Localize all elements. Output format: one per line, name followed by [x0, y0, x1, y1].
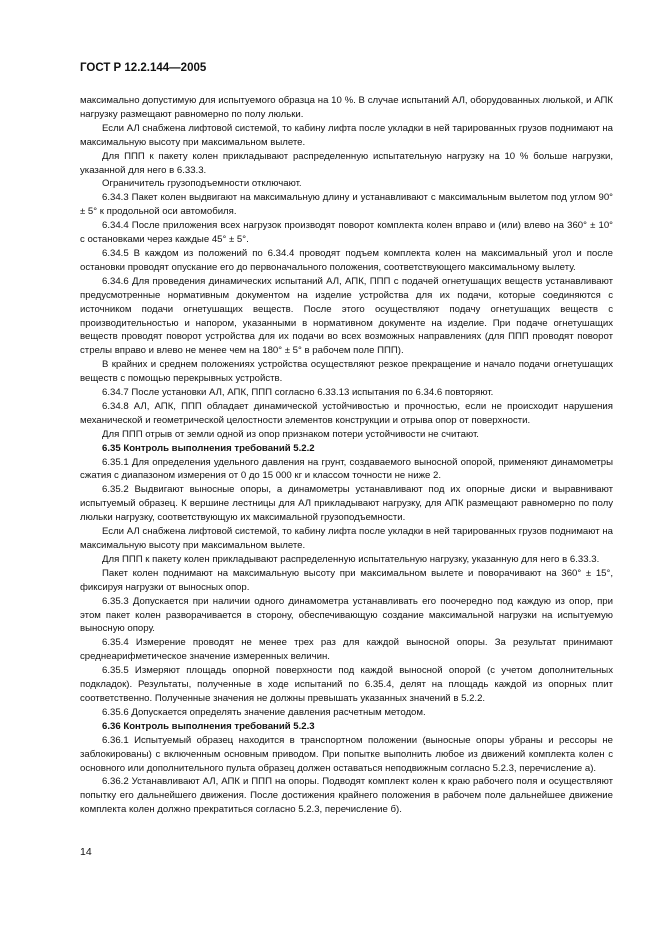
paragraph: 6.34.8 АЛ, АПК, ППП обладает динамической устойчивостью и прочностью, если не происходит нарушения механической и геометрической целостности элементов конструкции и отрыва опор от поверхности.: [80, 400, 613, 426]
paragraph: максимально допустимую для испытуемого образца на 10 %. В случае испытаний АЛ, оборудованных люлькой, и АПК нагрузку размещают равномерно по полу люльки.: [80, 95, 613, 120]
paragraph: 6.35.2 Выдвигают выносные опоры, а динамометры устанавливают под их опорные диски и выравнивают испытуемый образец. К вершине лестницы для АЛ прикладывают нагрузку, для АПК размещают равномерно по полу люльки нагрузку, соответствующую их максимальной грузоподъемности.: [80, 484, 613, 524]
paragraph: Для ППП к пакету колен прикладывают распределенную испытательную нагрузку на 10 % больше нагрузки, указанной для него в 6.33.3.: [80, 150, 613, 176]
paragraph: В крайних и среднем положениях устройства осуществляют резкое прекращение и начало подачи огнетушащих веществ с помощью перекрывных устройств.: [80, 359, 613, 385]
paragraph: 6.34.3 Пакет колен выдвигают на максимальную длину и устанавливают с максимальным вылетом под углом 90° ± 5° к продольной оси автомобиля.: [80, 192, 613, 218]
paragraph: Если АЛ снабжена лифтовой системой, то кабину лифта после укладки в ней тарированных грузов поднимают на максимальную высоту при максимальном вылете.: [80, 122, 613, 148]
document-body: [80, 94, 613, 817]
paragraph: 6.35.4 Измерение проводят не менее трех раз для каждой выносной опоры. За результат принимают среднеарифметическое значение измеренных величин.: [80, 637, 613, 663]
paragraph: 6.35.6 Допускается определять значение давления расчетным методом.: [102, 706, 426, 718]
page-number: 14: [80, 846, 92, 858]
paragraph: 6.35.5 Измеряют площадь опорной поверхности под каждой выносной опорой (с учетом дополнительных подкладок). Результаты, полученные в ходе испытаний по 6.35.4, делят на площадь каждой из опорных плит соответственно. Полученные значения не должны превышать указанных значений в 5.2.2.: [80, 665, 613, 704]
paragraph: 6.35.1 Для определения удельного давления на грунт, создаваемого выносной опорой, применяют динамометры сжатия с диапазоном измерения от 0 до 15 000 кг и классом точности не ниже 2.: [80, 456, 613, 482]
section-heading: 6.36 Контроль выполнения требований 5.2.3: [102, 720, 315, 732]
paragraph: 6.34.5 В каждом из положений по 6.34.4 проводят подъем комплекта колен на максимальный угол и после остановки проводят опускание его до первоначального положения, соответствующего максимальному вылету.: [80, 247, 613, 273]
paragraph: Для ППП отрыв от земли одной из опор признаком потери устойчивости не считают.: [102, 428, 479, 440]
paragraph: Если АЛ снабжена лифтовой системой, то кабину лифта после укладки в ней тарированных грузов поднимают на максимальную высоту при максимальном вылете.: [80, 526, 613, 551]
paragraph: 6.34.4 После приложения всех нагрузок производят поворот комплекта колен вправо и (или) влево на 360° ± 10° с остановками через каждые 45° ± 5°.: [80, 220, 613, 246]
paragraph: 6.36.2 Устанавливают АЛ, АПК и ППП на опоры. Подводят комплект колен к краю рабочего поля и осуществляют попытку его дальнейшего движения. После достижения крайнего положения в рабочем поле дальнейшее движение комплекта колен должно прекратиться согласно 5.2.3, перечисление б).: [80, 776, 613, 816]
paragraph: Ограничитель грузоподъемности отключают.: [102, 178, 302, 190]
paragraph: Для ППП к пакету колен прикладывают распределенную испытательную нагрузку, указанную для него в 6.33.3.: [102, 553, 600, 565]
paragraph: 6.34.7 После установки АЛ, АПК, ППП согласно 6.33.13 испытания по 6.34.6 повторяют.: [102, 387, 494, 399]
paragraph: 6.34.6 Для проведения динамических испытаний АЛ, АПК, ППП с подачей огнетушащих веществ устанавливают предусмотренные нормативным документом на изделие устройства для их подачи, которые соединяются с источником подачи огнетушащих веществ. После этого осуществляют подачу огнетушащих веществ с производительностью и напором, указанными в нормативном документе на изделие. При подаче огнетушащих веществ проводят поворот устройства для их подачи во всех возможных направлениях (для ППП проводят поворот стрелы вправо и влево не менее чем на 180° ± 5° в рабочем поле ППП).: [80, 275, 613, 357]
document-header: ГОСТ Р 12.2.144—2005: [80, 62, 207, 74]
paragraph: 6.36.1 Испытуемый образец находится в транспортном положении (выносные опоры убраны и рессоры не заблокированы) с включенным основным приводом. При попытке выполнить любое из движений комплекта колен с основного или дополнительного пульта образец должен оставаться неподвижным согласно 5.2.3, перечисление а).: [80, 734, 613, 774]
section-heading: 6.35 Контроль выполнения требований 5.2.2: [102, 442, 315, 454]
paragraph: Пакет колен поднимают на максимальную высоту при максимальном вылете и поворачивают на 360° ± 15°, фиксируя нагрузки от выносных опор.: [80, 567, 613, 593]
paragraph: 6.35.3 Допускается при наличии одного динамометра устанавливать его поочередно под каждую из опор, при этом пакет колен разворачивается в сторону, обеспечивающую создание максимальной нагрузки на испытуемую выносную опору.: [80, 595, 613, 635]
